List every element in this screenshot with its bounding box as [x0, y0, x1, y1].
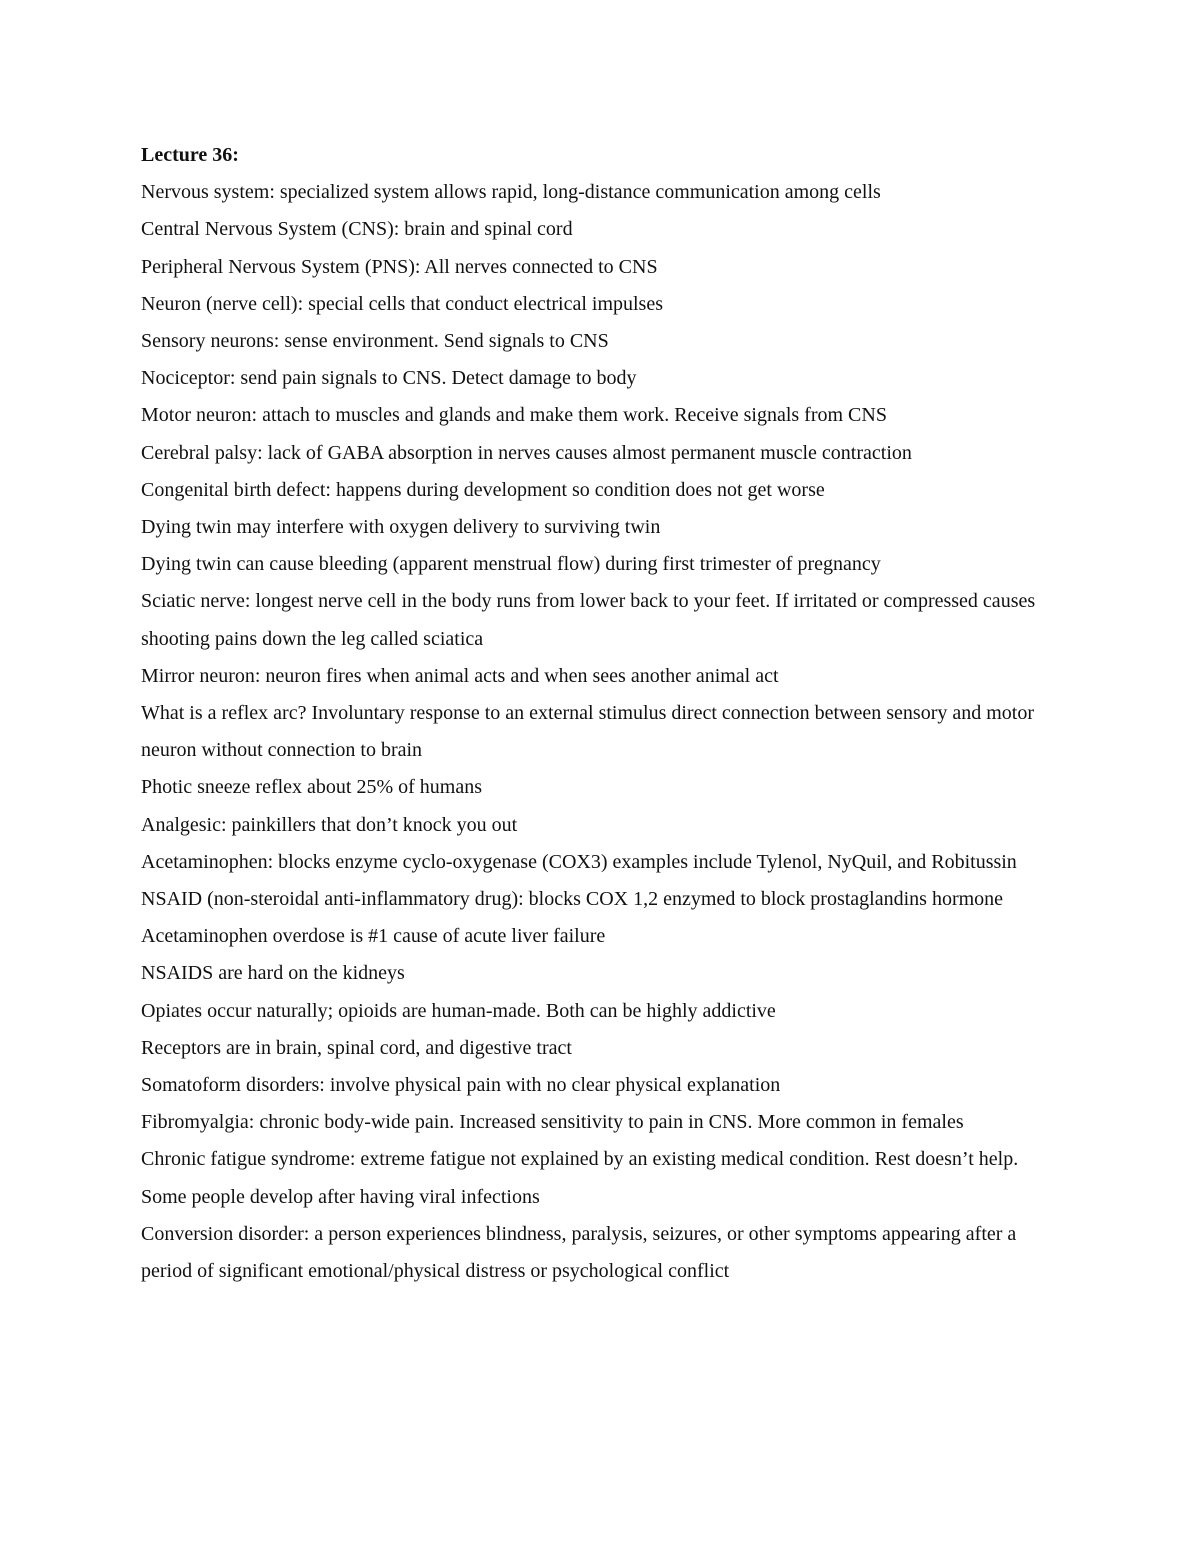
- note-line: Nociceptor: send pain signals to CNS. Detect damage to body: [141, 367, 637, 390]
- note-line: Opiates occur naturally; opioids are human-made. Both can be highly addictive: [141, 999, 776, 1022]
- note-line: Conversion disorder: a person experiences blindness, paralysis, seizures, or other symptoms appearing after a period of significant emotional/physical distress or psychological conflict: [141, 1222, 1017, 1283]
- note-line: Peripheral Nervous System (PNS): All nerves connected to CNS: [141, 255, 658, 278]
- note-line: Photic sneeze reflex about 25% of humans: [141, 776, 483, 799]
- note-line: Somatoform disorders: involve physical pain with no clear physical explanation: [141, 1074, 781, 1097]
- note-line: Receptors are in brain, spinal cord, and digestive tract: [141, 1036, 572, 1059]
- note-line: Sciatic nerve: longest nerve cell in the body runs from lower back to your feet. If irritated or compressed causes shooting pains down the leg called sciatica: [141, 590, 1036, 650]
- note-line: Analgesic: painkillers that don’t knock you out: [141, 813, 518, 836]
- note-line: Fibromyalgia: chronic body-wide pain. Increased sensitivity to pain in CNS. More common in females: [141, 1111, 964, 1134]
- document-title: Lecture 36:: [141, 144, 239, 166]
- note-line: NSAID (non-steroidal anti-inflammatory drug): blocks COX 1,2 enzymed to block prostaglandins hormone: [141, 888, 1004, 911]
- note-line: NSAIDS are hard on the kidneys: [141, 962, 405, 985]
- note-line: Dying twin may interfere with oxygen delivery to surviving twin: [141, 516, 661, 539]
- note-line: Congenital birth defect: happens during development so condition does not get worse: [141, 478, 825, 501]
- note-line: Motor neuron: attach to muscles and glands and make them work. Receive signals from CNS: [141, 404, 887, 427]
- note-line: Neuron (nerve cell): special cells that conduct electrical impulses: [141, 292, 664, 315]
- note-line: Acetaminophen: blocks enzyme cyclo-oxygenase (COX3) examples include Tylenol, NyQuil, and Robitussin: [141, 850, 1017, 873]
- note-line: Nervous system: specialized system allows rapid, long-distance communication among cells: [141, 181, 881, 204]
- note-line: Acetaminophen overdose is #1 cause of acute liver failure: [141, 925, 606, 948]
- note-line: Mirror neuron: neuron fires when animal acts and when sees another animal act: [141, 664, 779, 687]
- note-line: Cerebral palsy: lack of GABA absorption in nerves causes almost permanent muscle contraction: [141, 441, 912, 464]
- note-line: What is a reflex arc? Involuntary response to an external stimulus direct connection between sensory and motor neuron without connection to brain: [141, 702, 1035, 762]
- note-line: Central Nervous System (CNS): brain and spinal cord: [141, 218, 573, 241]
- note-line: Chronic fatigue syndrome: extreme fatigue not explained by an existing medical condition. Rest doesn’t help. Some people develop after having viral infections: [141, 1148, 1019, 1208]
- note-line: Dying twin can cause bleeding (apparent menstrual flow) during first trimester of pregnancy: [141, 553, 881, 576]
- note-line: Sensory neurons: sense environment. Send signals to CNS: [141, 330, 609, 353]
- document-page: [141, 137, 1061, 1290]
